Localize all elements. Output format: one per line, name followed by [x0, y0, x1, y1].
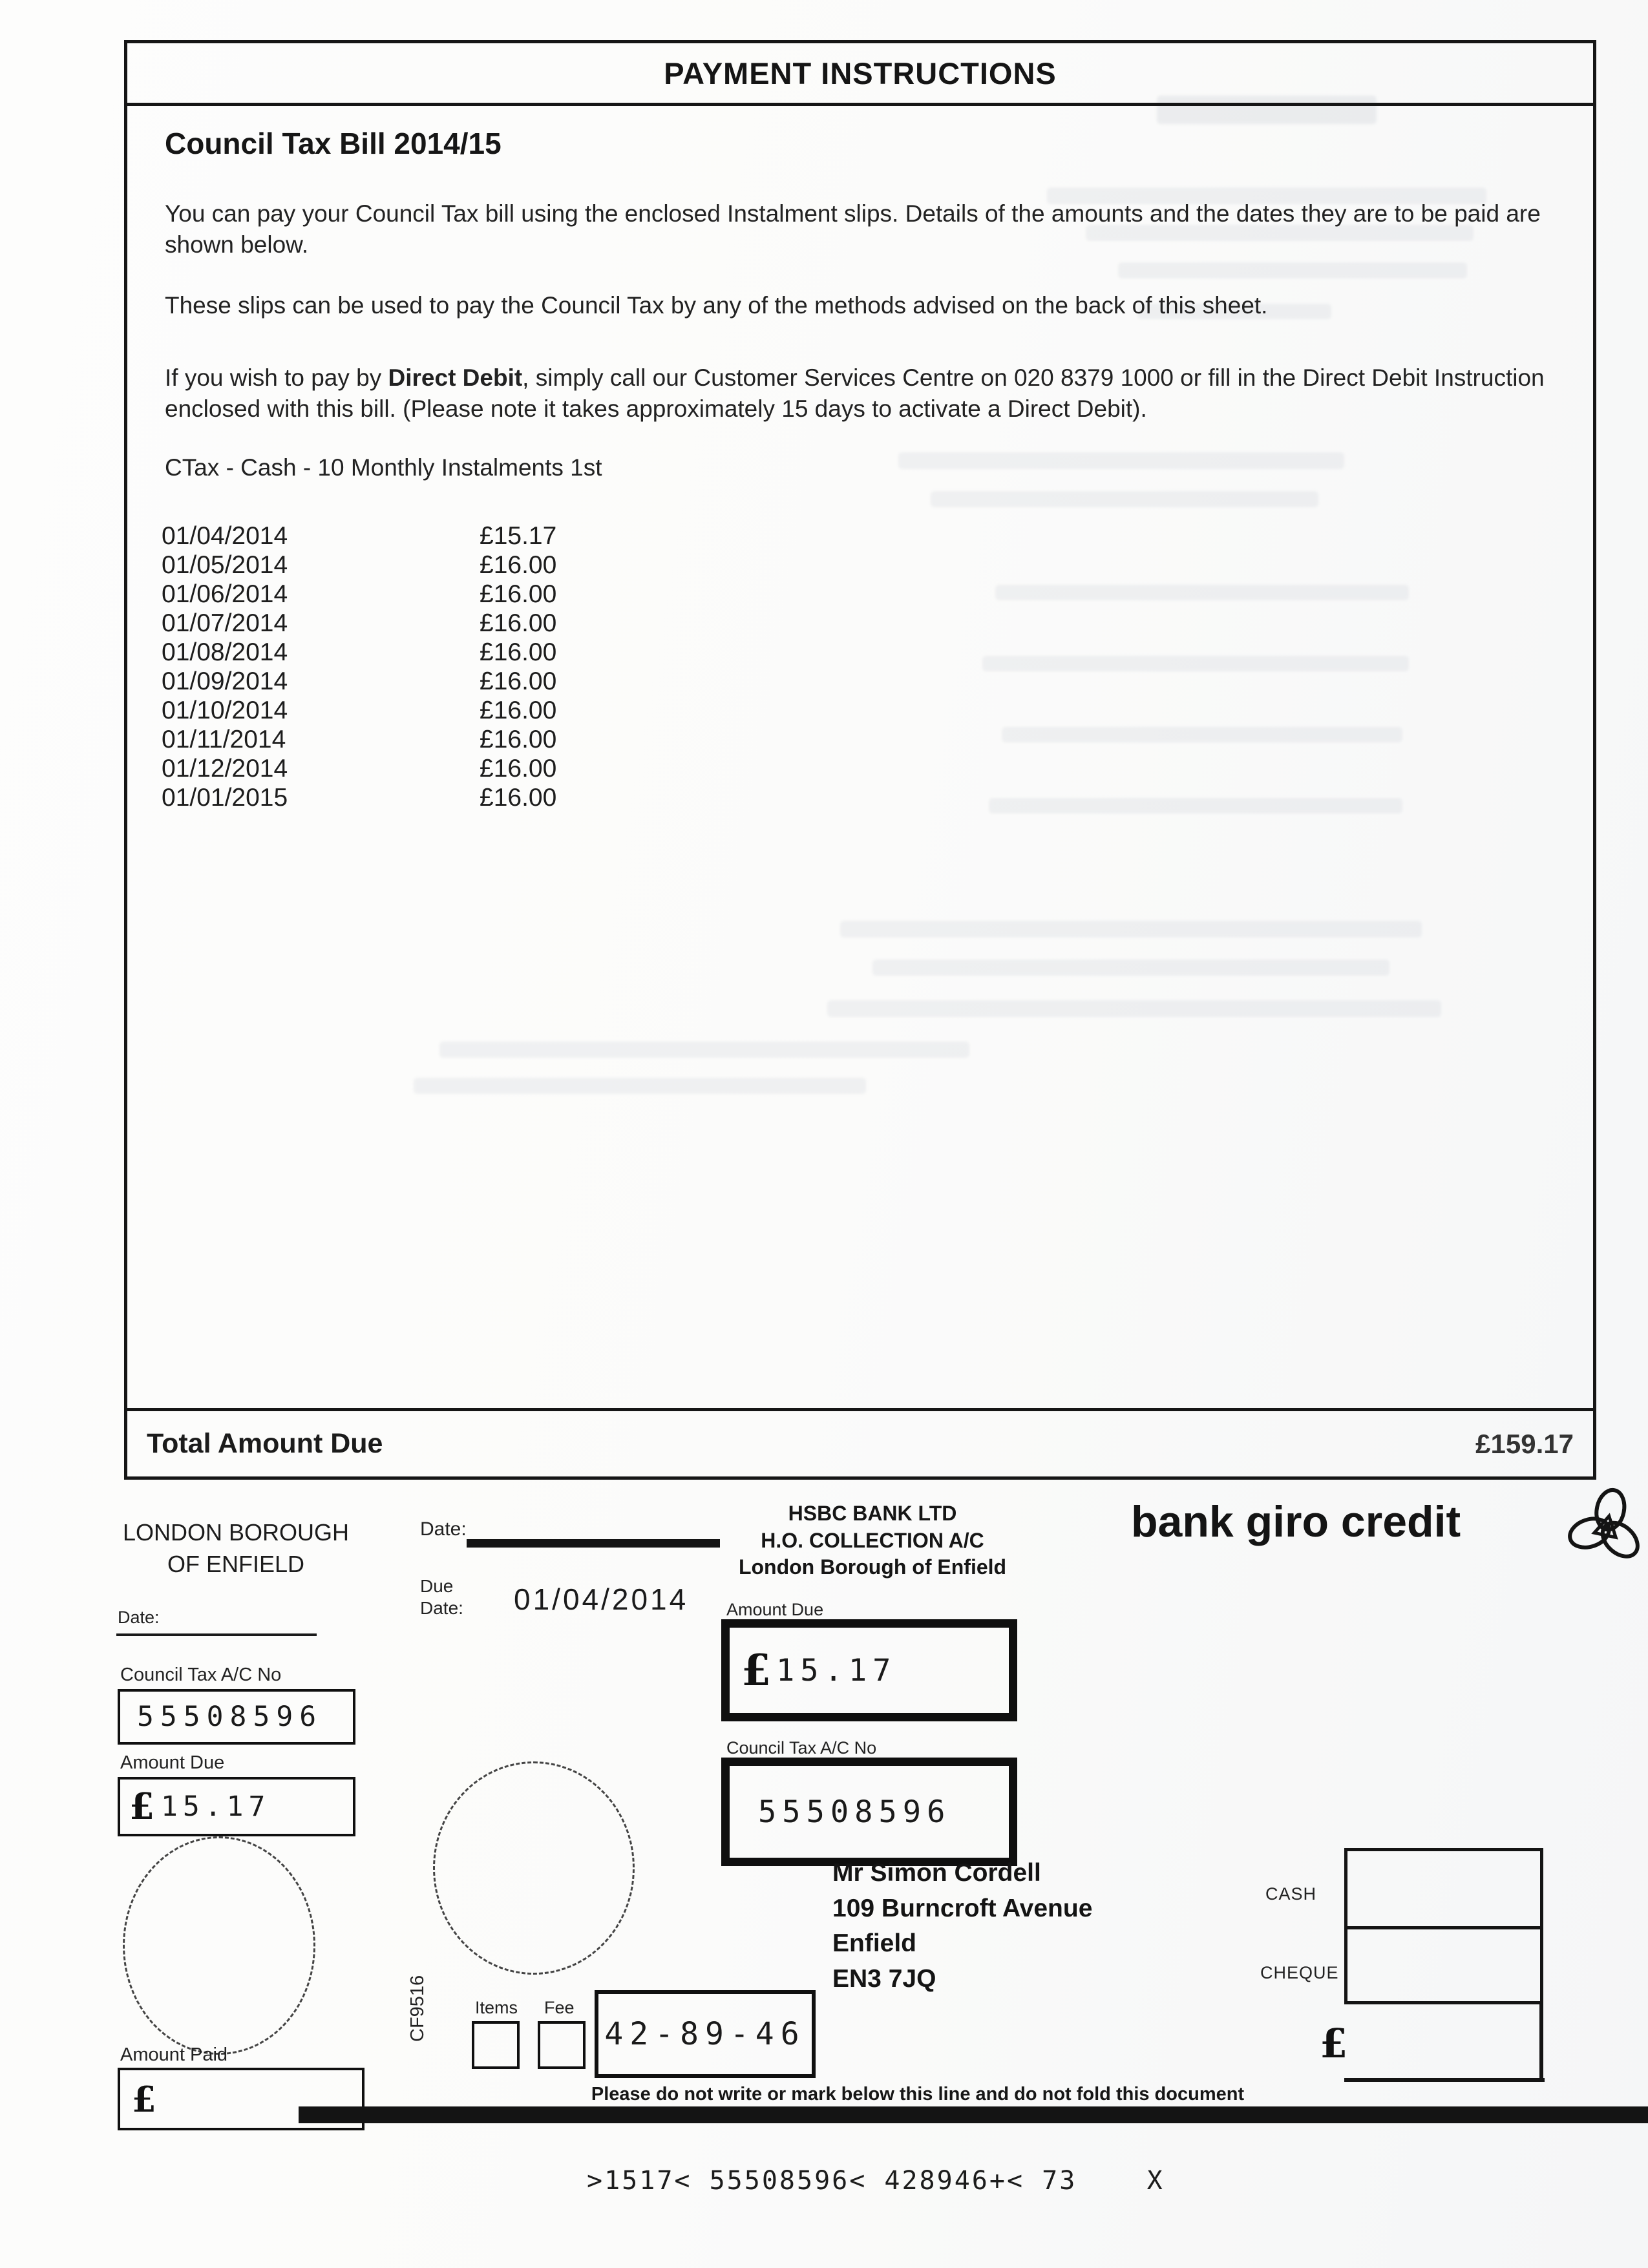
items-label: Items: [475, 1998, 518, 2017]
schedule-row: [162, 667, 556, 696]
fee-label: Fee: [544, 1998, 575, 2017]
date-underline-left: [116, 1633, 317, 1636]
date-label-left: Date:: [118, 1608, 160, 1627]
bank-giro-credit-title: bank giro credit: [1131, 1497, 1461, 1546]
due-date-label-line2: Date:: [420, 1597, 463, 1618]
sort-code-box: [595, 1990, 816, 2078]
schedule-date: 01/10/2014: [162, 696, 288, 724]
box-header-title: PAYMENT INSTRUCTIONS: [127, 43, 1593, 106]
schedule-row: [162, 580, 556, 609]
bank-name: HSBC BANK LTD: [788, 1502, 957, 1525]
bank-account-holder: London Borough of Enfield: [738, 1555, 1007, 1579]
total-amount-due-value: £159.17: [1475, 1428, 1574, 1459]
cash-cell: [1347, 1851, 1540, 1929]
schedule-date: 01/04/2014: [162, 521, 288, 550]
schedule-date: 01/05/2014: [162, 551, 288, 579]
payer-postcode: EN3 7JQ: [832, 1964, 936, 1993]
due-date-label: [420, 1575, 463, 1619]
payer-name: Mr Simon Cordell: [832, 1859, 1041, 1887]
cash-cheque-box: [1344, 1848, 1543, 2004]
total-amount-due-label: Total Amount Due: [147, 1428, 383, 1459]
total-column-edge: [1539, 2003, 1543, 2082]
schedule-amount: £16.00: [480, 783, 557, 812]
schedule-row: [162, 725, 556, 754]
schedule-amount: £16.00: [480, 667, 557, 695]
bank-account-type: H.O. COLLECTION A/C: [761, 1528, 984, 1552]
date-label-mid: Date:: [420, 1518, 467, 1540]
pound-sign: £: [741, 1645, 771, 1696]
schedule-amount: £16.00: [480, 580, 557, 608]
paragraph-direct-debit-post: , simply call our Customer Services Centre on 020 8379 1000 or fill in the Direct Debit Instruction enclosed with this bill. (Please note it takes approximately 15 days to activate a Direct Debit).: [165, 364, 1545, 423]
schedule-row: [162, 638, 556, 667]
payment-instructions-box: [124, 40, 1596, 1480]
account-number-center: 55508596: [758, 1794, 951, 1830]
schedule-date: 01/06/2014: [162, 580, 288, 608]
amount-paid-label: Amount Paid: [120, 2044, 228, 2065]
schedule-amount: £16.00: [480, 696, 557, 724]
amount-due-value-left: 15.17: [160, 1790, 271, 1823]
schedule-amount: £16.00: [480, 609, 557, 637]
amount-due-box-center: [721, 1619, 1017, 1721]
paragraph-direct-debit-pre: If you wish to pay by: [165, 364, 388, 391]
pound-sign: £: [1320, 2020, 1348, 2067]
cheque-label: CHEQUE: [1260, 1963, 1339, 1982]
pound-sign: £: [129, 1785, 154, 1828]
schedule-date: 01/11/2014: [162, 725, 286, 753]
cash-label: CASH: [1265, 1884, 1317, 1904]
schedule-row: [162, 783, 556, 812]
date-stamp-circle-left: [123, 1836, 315, 2055]
form-code: CF9516: [407, 1975, 428, 2042]
amount-due-value-center: 15.17: [776, 1652, 897, 1688]
council-name: [97, 1517, 375, 1580]
schedule-amount: £16.00: [480, 551, 557, 579]
schedule-date: 01/01/2015: [162, 783, 288, 812]
paragraph-slips: These slips can be used to pay the Council Tax by any of the methods advised on the back of this sheet.: [165, 292, 1268, 319]
schedule-date: 01/09/2014: [162, 667, 288, 695]
sort-code: 42-89-46: [604, 2016, 806, 2052]
fee-box: [538, 2021, 586, 2069]
account-label-left: Council Tax A/C No: [120, 1664, 282, 1685]
pound-sign: £: [132, 2078, 156, 2120]
amount-due-box-left: [118, 1777, 355, 1836]
payer-street: 109 Burncroft Avenue: [832, 1894, 1093, 1922]
date-fill-bar: [467, 1539, 720, 1548]
account-number-box-center: [721, 1758, 1017, 1866]
schedule-amount: £16.00: [480, 725, 557, 753]
items-box: [472, 2021, 520, 2069]
account-label-center: Council Tax A/C No: [726, 1738, 877, 1758]
council-name-line2: OF ENFIELD: [167, 1550, 305, 1577]
account-number-box-left: [118, 1689, 355, 1745]
do-not-write-notice: Please do not write or mark below this line and do not fold this document: [591, 2084, 1245, 2105]
date-stamp-circle-mid: [433, 1761, 635, 1975]
council-name-line1: LONDON BOROUGH: [122, 1519, 350, 1546]
schedule-row: [162, 696, 556, 725]
micr-code-line: >1517< 55508596< 428946+< 73 X: [587, 2166, 1165, 2196]
bill-title: Council Tax Bill 2014/15: [165, 127, 502, 160]
schedule-row: [162, 521, 556, 551]
amount-due-label-center: Amount Due: [726, 1600, 824, 1619]
instalment-plan-label: CTax - Cash - 10 Monthly Instalments 1st: [165, 454, 602, 481]
account-number-left: 55508596: [137, 1701, 323, 1733]
separator-bar: [299, 2106, 1648, 2123]
schedule-date: 01/12/2014: [162, 754, 288, 782]
due-date-label-line1: Due: [420, 1576, 454, 1596]
schedule-row: [162, 754, 556, 783]
direct-debit-bold: Direct Debit: [388, 364, 523, 391]
schedule-amount: £16.00: [480, 754, 557, 782]
schedule-date: 01/08/2014: [162, 638, 288, 666]
total-amount-due-row: [127, 1408, 1593, 1476]
due-date-value: 01/04/2014: [514, 1582, 689, 1616]
payer-address-block: [832, 1856, 1092, 1997]
schedule-amount: £15.17: [480, 521, 557, 550]
amount-due-label-left: Amount Due: [120, 1752, 225, 1773]
schedule-amount: £16.00: [480, 638, 557, 666]
payer-town: Enfield: [832, 1929, 917, 1958]
total-underline: [1344, 2078, 1545, 2082]
bank-giro-logo-icon: [1565, 1485, 1648, 1570]
paragraph-direct-debit: [165, 362, 1561, 425]
instalment-schedule: [162, 521, 556, 812]
schedule-date: 01/07/2014: [162, 609, 288, 637]
paragraph-pay-methods: You can pay your Council Tax bill using the enclosed Instalment slips. Details of the amounts and the dates they are to be paid are shown below.: [165, 200, 1541, 258]
schedule-row: [162, 551, 556, 580]
schedule-row: [162, 609, 556, 638]
bank-details: [730, 1500, 1015, 1581]
